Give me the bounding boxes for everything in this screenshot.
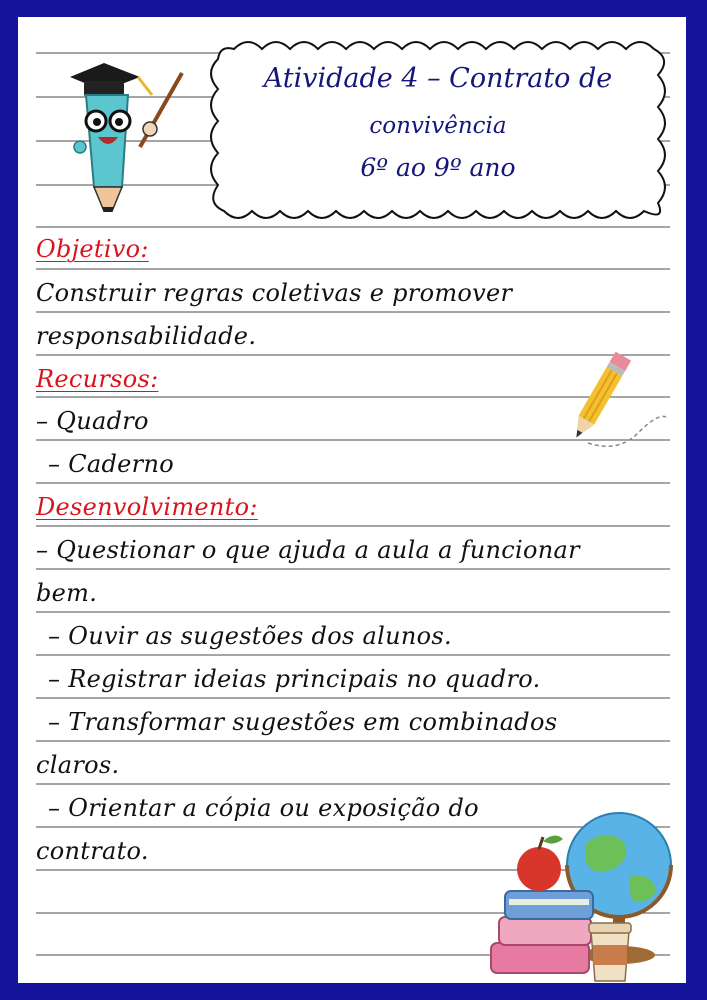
- desenvolvimento-line-3: – Ouvir as sugestões dos alunos.: [48, 622, 452, 650]
- pencil-mascot-icon: [60, 37, 190, 212]
- desenvolvimento-line-7: – Orientar a cópia ou exposição do: [48, 794, 479, 822]
- objetivo-line-1: Construir regras coletivas e promover: [36, 279, 513, 307]
- books-globe-apple-icon: [473, 807, 683, 983]
- worksheet: [18, 17, 686, 983]
- desenvolvimento-line-1: – Questionar o que ajuda a aula a funcionar: [36, 536, 580, 564]
- recursos-item-caderno: – Caderno: [48, 450, 174, 478]
- objetivo-line-2: responsabilidade.: [36, 322, 257, 350]
- objetivo-heading: Objetivo:: [36, 235, 149, 263]
- title-line-2: convivência: [369, 113, 507, 139]
- pencil-icon: [558, 343, 668, 458]
- desenvolvimento-line-8: contrato.: [36, 837, 149, 865]
- desenvolvimento-line-4: – Registrar ideias principais no quadro.: [48, 665, 541, 693]
- title-line-3: 6º ao 9º ano: [360, 153, 516, 182]
- desenvolvimento-line-2: bem.: [36, 579, 98, 607]
- desenvolvimento-line-5: – Transformar sugestões em combinados: [48, 708, 558, 736]
- desenvolvimento-heading: Desenvolvimento:: [36, 493, 258, 521]
- title-line-1: Atividade 4 – Contrato de: [263, 63, 613, 94]
- desenvolvimento-line-6: claros.: [36, 751, 120, 779]
- recursos-item-quadro: – Quadro: [36, 407, 149, 435]
- recursos-heading: Recursos:: [36, 365, 159, 393]
